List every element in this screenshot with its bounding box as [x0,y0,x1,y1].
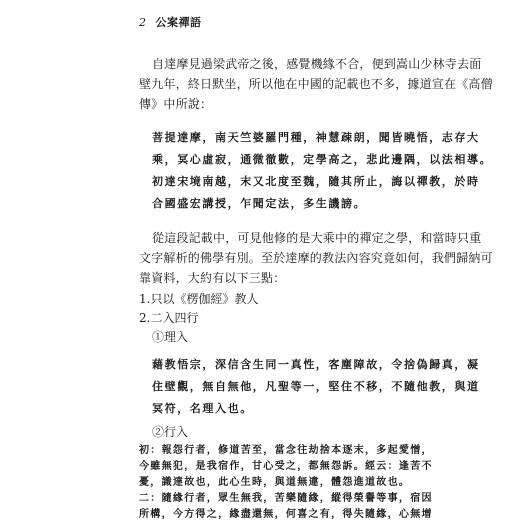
quote-line: 菩提達摩，南天竺婆羅門種，神慧疎朗，聞皆曉悟，志存大 [152,131,480,144]
paragraph-line: 靠資料，大約有以下三點： [139,271,286,285]
page-number: 2 [139,16,146,29]
quote-line: 藉教悟宗，深信含生同一真性，客塵障故，令捨偽歸真，凝 [152,358,480,371]
page-header [139,14,202,30]
running-title: 公案禪語 [155,16,202,29]
quote-line: 冥符，名理入也。 [152,402,253,415]
list-item: ②行入 [152,425,189,439]
quote-line: 所構，今方得之，緣盡還無，何喜之有，得失隨緣，心無增 [139,509,433,520]
list-item: 1.只以《楞伽經》教人 [139,292,259,306]
paragraph-line: 壁九年，終日默坐，所以他在中國的記載也不多，據道宣在《高僧 [139,77,493,91]
quote-line: 憂，識達故也，此心生時，與道無違，體怨進道故也。 [139,477,411,488]
quote-line: 今雖無犯，是我宿作，甘心受之，都無怨訴。經云：逢苦不 [139,461,433,472]
quote-line: 初達宋境南越，末又北度至魏，隨其所止，誨以禪教，於時 [152,175,480,188]
list-item: 2.二入四行 [139,311,199,325]
quote-line: 合國盛宏講授，乍聞定法，多生譏謗。 [152,197,367,210]
paragraph-line: 從這段記載中，可見他修的是大乘中的禪定之學，和當時只重 [152,231,482,245]
quote-line: 二：隨緣行者，眾生無我，苦樂隨緣，縱得榮譽等事，宿因 [139,493,433,504]
list-item: ①理入 [152,330,189,344]
quote-line: 初：報怨行者，修道苦至，當念往劫捨本逐末，多起愛憎， [139,445,433,456]
quote-line: 乘，冥心虛寂，通微徹數，定學高之，悲此邊隅，以法相導。 [152,153,493,166]
paragraph-line: 傳》中所說： [139,97,213,111]
paragraph-line: 自達摩見過梁武帝之後，感覺機緣不合，便到嵩山少林寺去面 [152,57,482,71]
paragraph-line: 文字解析的佛學有別。至於達摩的教法內容究竟如何，我們歸納可 [139,251,493,265]
quote-line: 住壁觀，無自無他，凡聖等一，堅住不移，不隨他教，與道 [152,380,480,393]
